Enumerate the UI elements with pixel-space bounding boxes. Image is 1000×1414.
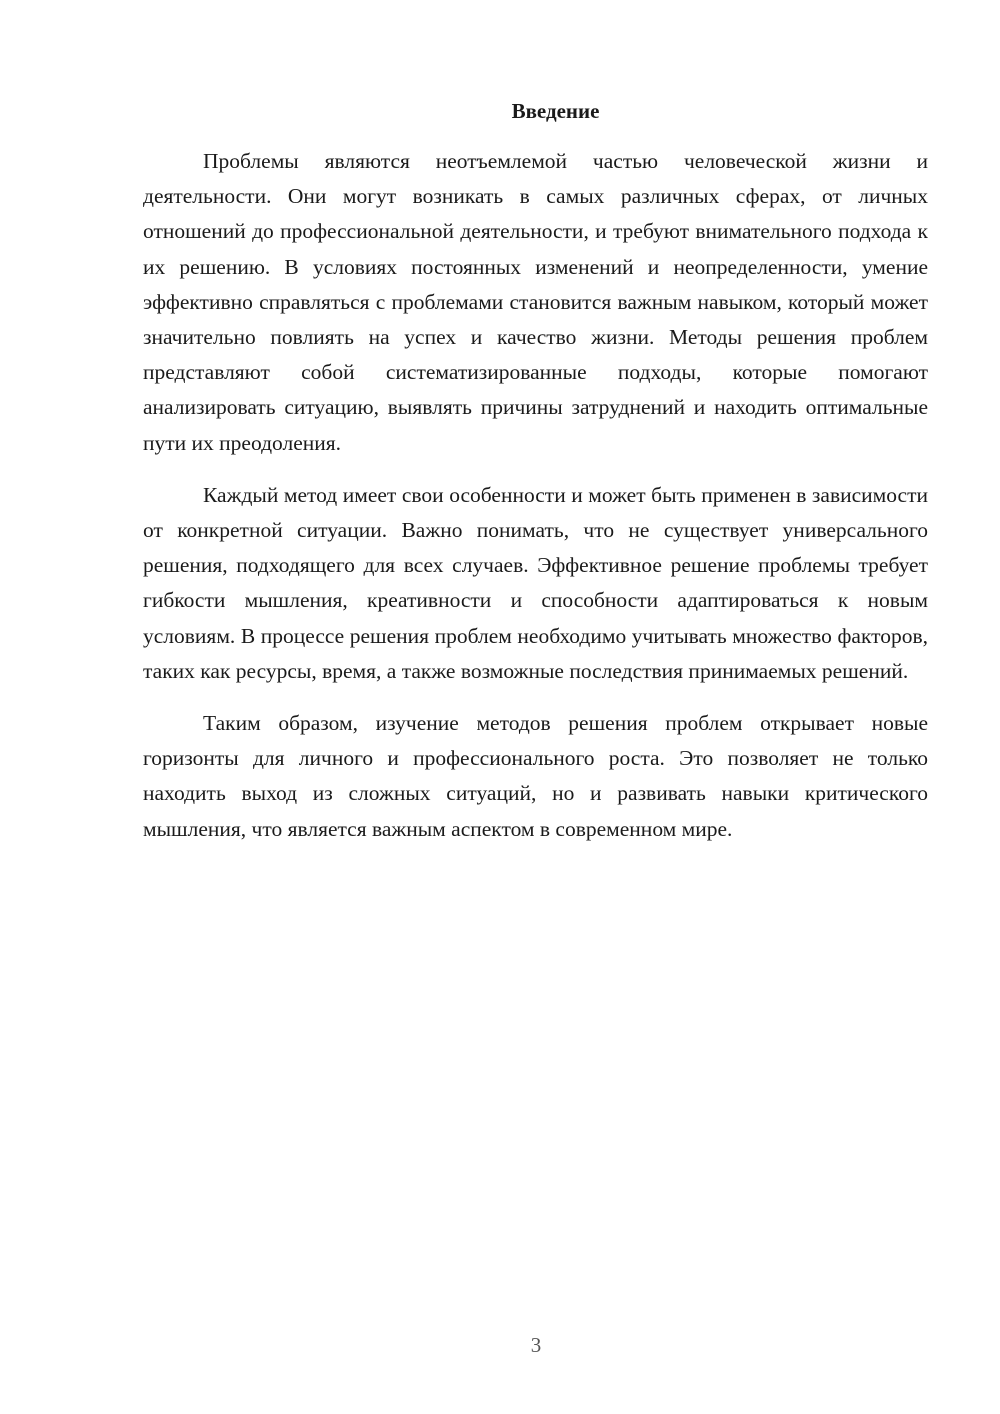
paragraph-1: Проблемы являются неотъемлемой частью человеческой жизни и деятельности. Они могут возникать в самых различных сферах, от личных отношений до профессиональной деятельности, и требуют внимательного подхода к их решению. В условиях постоянных изменений и неопределенности, умение эффективно справляться с проблемами становится важным навыком, который может значительно повлиять на успех и качество жизни. Методы решения проблем представляют собой систематизированные подходы, которые помогают анализировать ситуацию, выявлять причины затруднений и находить оптимальные пути их преодоления. — [143, 149, 928, 455]
page-content — [143, 95, 928, 864]
paragraph-2: Каждый метод имеет свои особенности и может быть применен в зависимости от конкретной ситуации. Важно понимать, что не существует универсального решения, подходящего для всех случаев. Эффективное решение проблемы требует гибкости мышления, креативности и способности адаптироваться к новым условиям. В процессе решения проблем необходимо учитывать множество факторов, таких как ресурсы, время, а также возможные последствия принимаемых решений. — [143, 482, 928, 683]
section-title: Введение — [511, 99, 600, 123]
paragraph-3: Таким образом, изучение методов решения проблем открывает новые горизонты для личного и профессионального роста. Это позволяет не только находить выход из сложных ситуаций, но и развивать навыки критического мышления, что является важным аспектом в современном мире. — [143, 711, 928, 841]
page-number: 3 — [530, 1333, 542, 1357]
